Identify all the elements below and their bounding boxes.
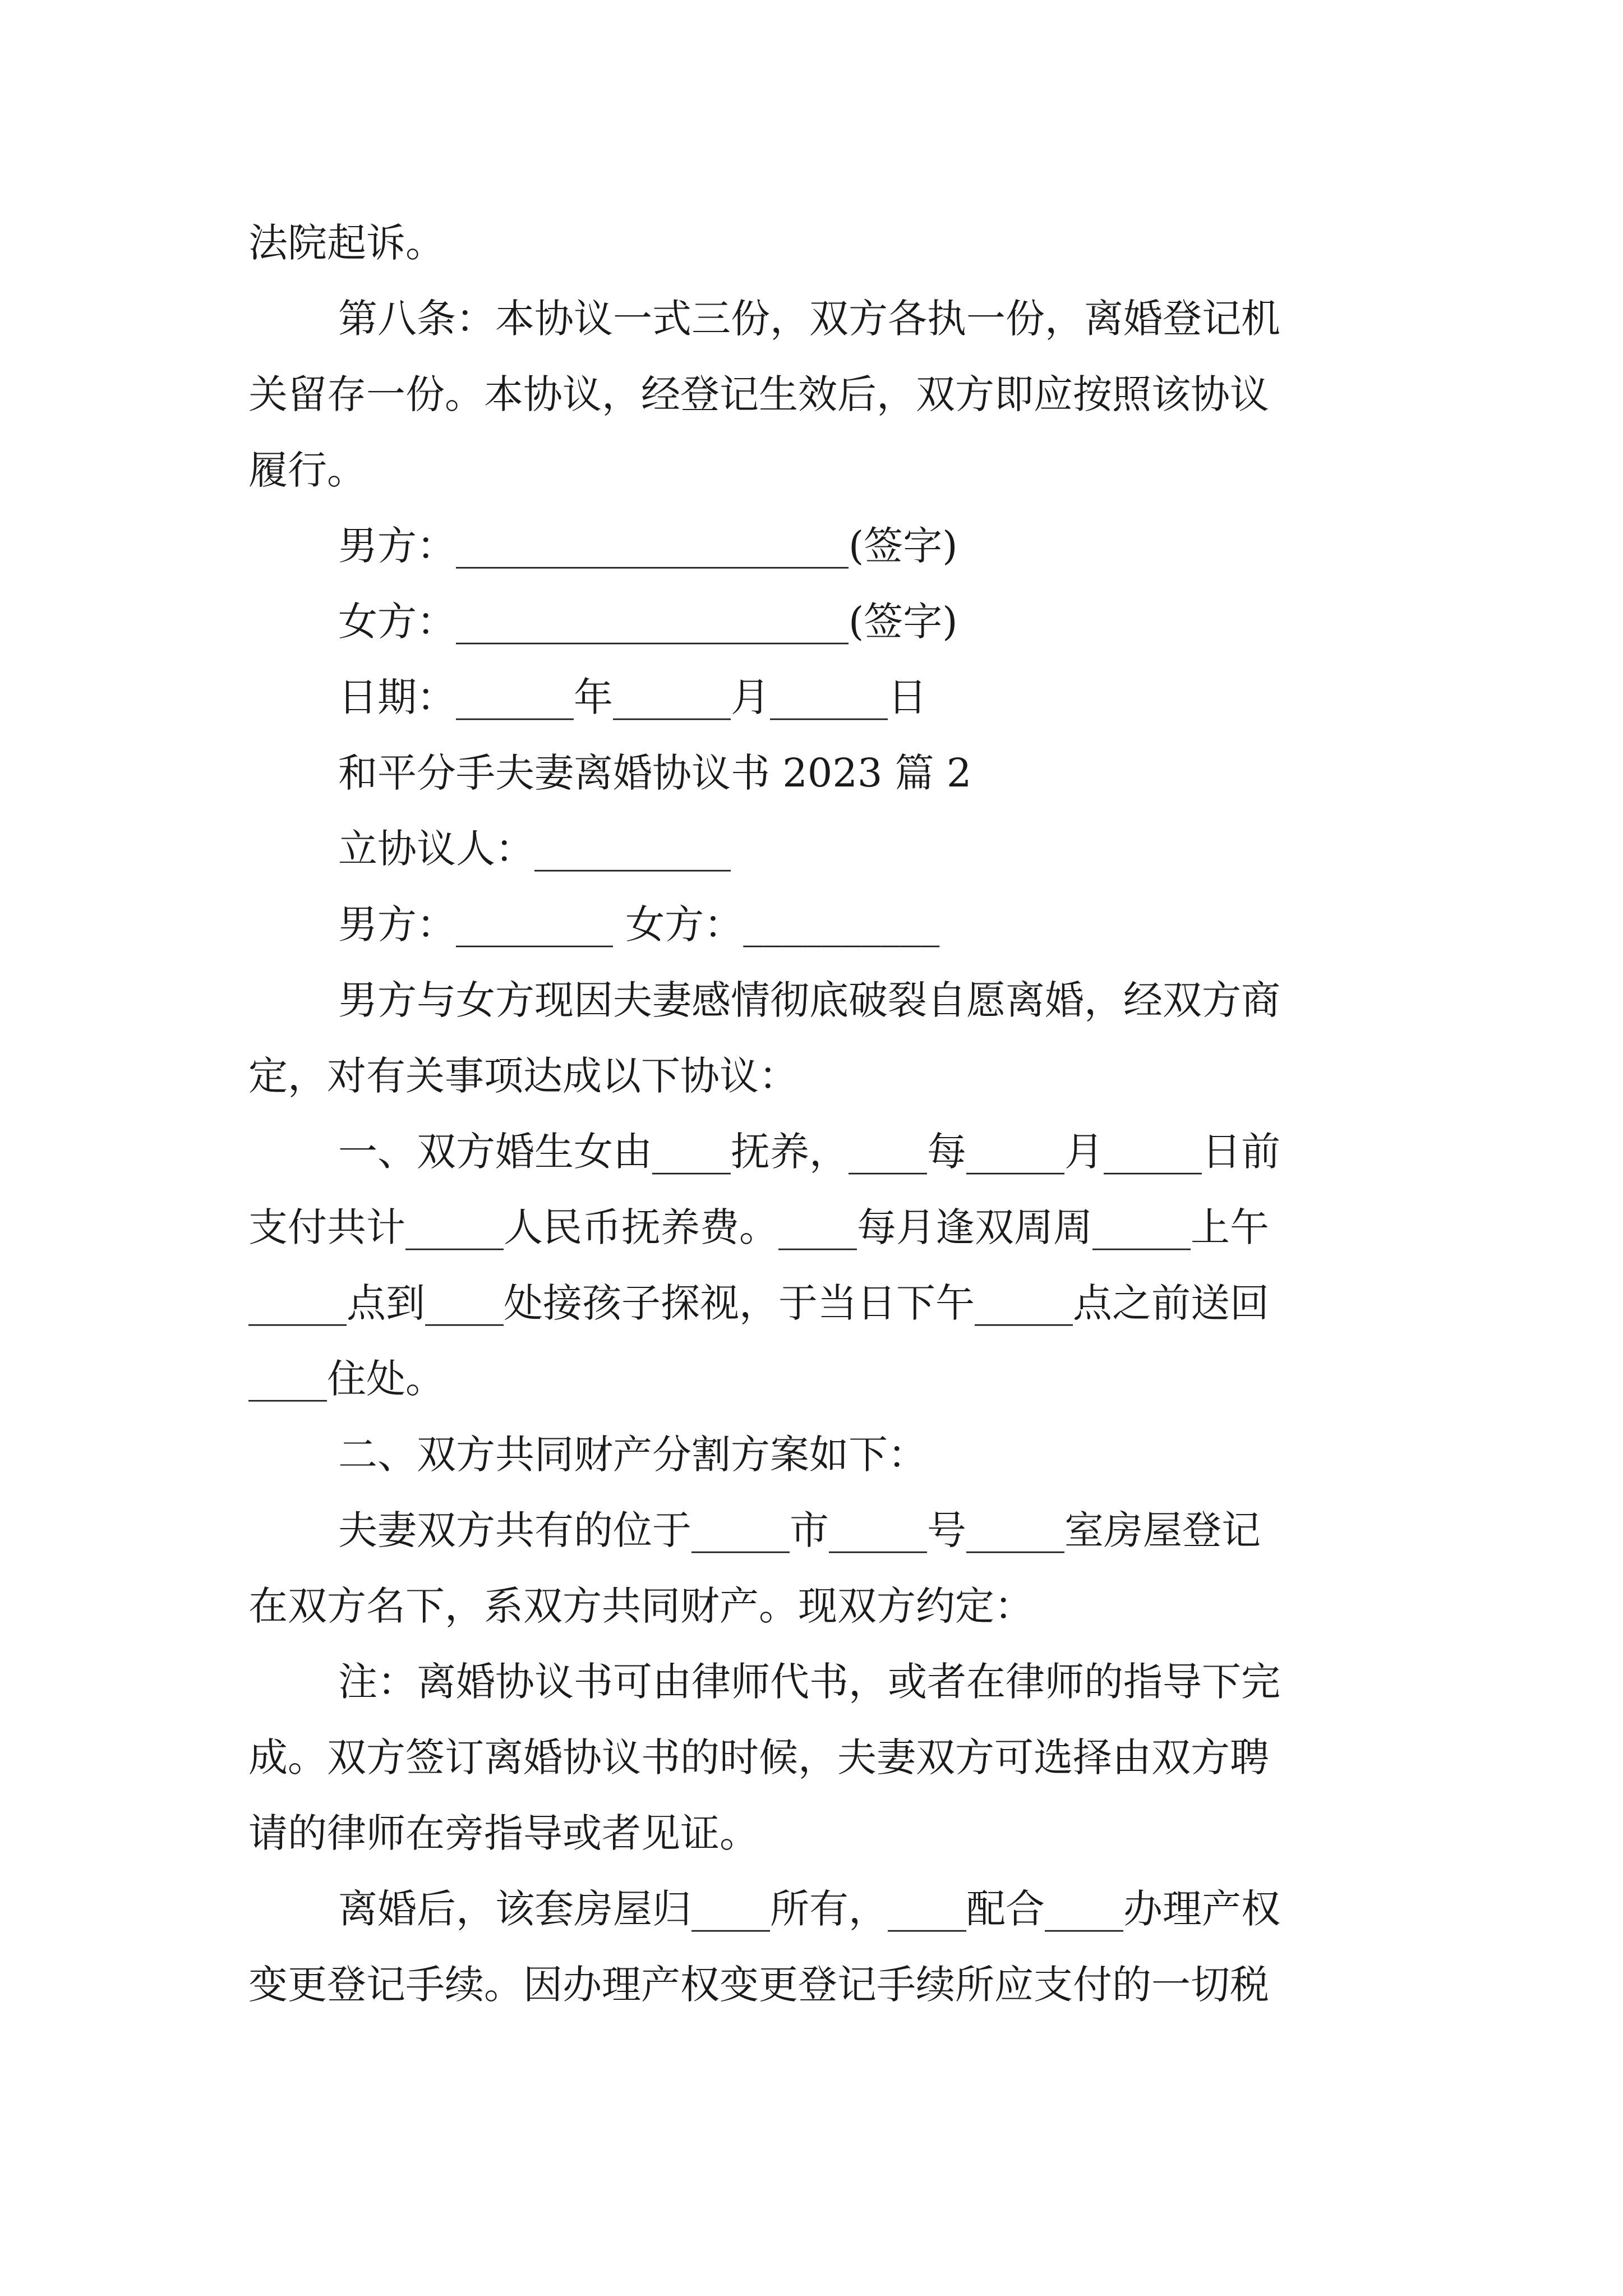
text-line: 变更登记手续。因办理产权变更登记手续所应支付的一切税 — [248, 1962, 1269, 2008]
text-line: 男方与女方现因夫妻感情彻底破裂自愿离婚，经双方商 — [338, 977, 1280, 1023]
text-line: 在双方名下，系双方共同财产。现双方约定： — [248, 1583, 1034, 1629]
text-line: 夫妻双方共有的位于_____市_____号_____室房屋登记 — [338, 1507, 1261, 1553]
text-line: 第八条：本协议一式三份，双方各执一份，离婚登记机 — [338, 296, 1280, 342]
text-line: 一、双方婚生女由____抚养，____每_____月_____日前 — [338, 1129, 1280, 1175]
section-title: 和平分手夫妻离婚协议书 2023 篇 2 — [338, 750, 972, 796]
text-line: _____点到____处接孩子探视，于当日下午_____点之前送回 — [248, 1280, 1269, 1326]
text-line: 履行。 — [248, 447, 366, 493]
signature-line-male: 男方：____________________(签字) — [338, 523, 958, 569]
text-line: 离婚后，该套房屋归____所有，____配合____办理产权 — [338, 1886, 1280, 1932]
text-line: ____住处。 — [248, 1356, 445, 1402]
text-line: 定，对有关事项达成以下协议： — [248, 1053, 798, 1099]
text-line: 成。双方签订离婚协议书的时候，夫妻双方可选择由双方聘 — [248, 1734, 1269, 1780]
text-line: 注：离婚协议书可由律师代书，或者在律师的指导下完 — [338, 1659, 1280, 1705]
date-line: 日期：______年______月______日 — [338, 674, 927, 720]
text-line: 立协议人：__________ — [338, 826, 731, 872]
text-line: 支付共计_____人民币抚养费。____每月逢双周周_____上午 — [248, 1204, 1269, 1250]
text-line: 男方：________ 女方：__________ — [338, 901, 940, 947]
text-line: 关留存一份。本协议，经登记生效后，双方即应按照该协议 — [248, 371, 1269, 417]
text-line: 请的律师在旁指导或者见证。 — [248, 1810, 759, 1856]
text-line: 法院起诉。 — [248, 220, 445, 266]
text-line: 二、双方共同财产分割方案如下： — [338, 1432, 927, 1478]
signature-line-female: 女方：____________________(签字) — [338, 599, 958, 645]
